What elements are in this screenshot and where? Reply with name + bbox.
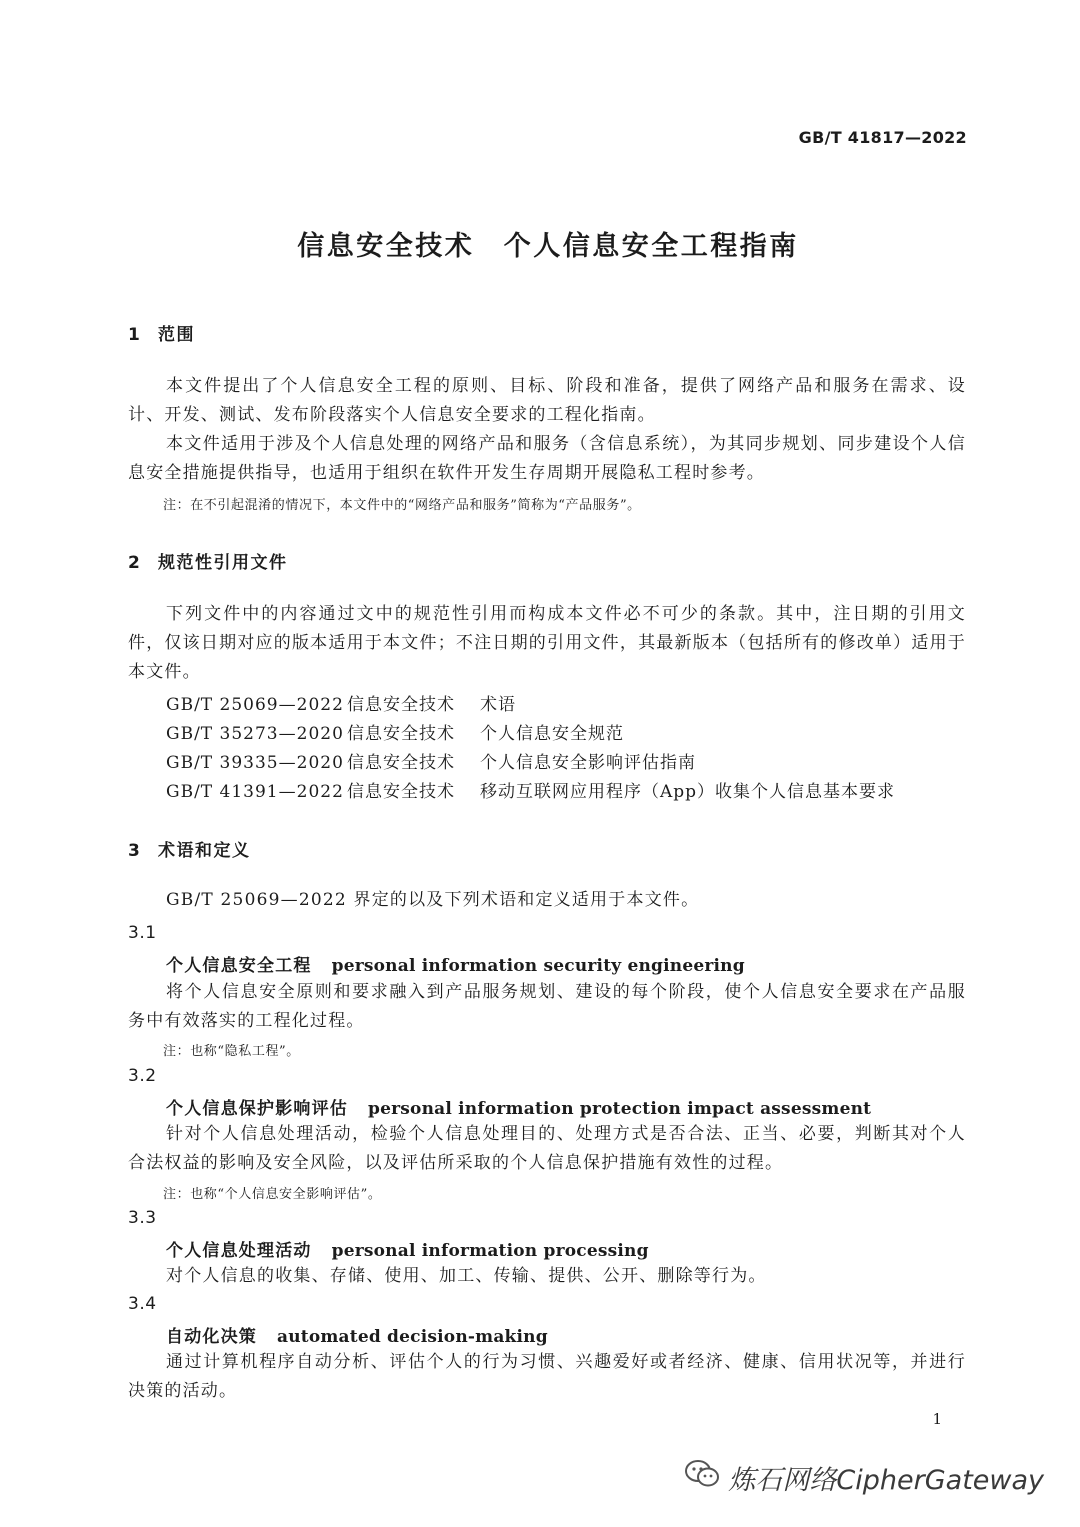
term-note: 注：也称“个人信息安全影响评估”。 <box>163 1187 382 1202</box>
clause-number: 3.4 <box>128 1294 157 1314</box>
section-2-heading: 2 规范性引用文件 <box>128 553 288 573</box>
standard-code: GB/T 41817—2022 <box>798 128 967 147</box>
clause-number: 3.1 <box>128 923 157 943</box>
reference-row: GB/T 41391—2022 信息安全技术 移动互联网应用程序（App）收集个人信息基本要求 <box>166 782 896 802</box>
reference-row: GB/T 35273—2020 信息安全技术 个人信息安全规范 <box>166 724 624 744</box>
watermark-text: 炼石网络CipherGateway <box>728 1465 1044 1496</box>
section-1-paragraph-2: 本文件适用于涉及个人信息处理的网络产品和服务（含信息系统），为其同步规划、同步建设个人信息安全措施提供指导，也适用于组织在软件开发生存周期开展隐私工程时参考。 <box>128 434 966 483</box>
term-heading: 个人信息保护影响评估 personal information protection impact assessment <box>166 1099 872 1119</box>
section-3-intro: GB/T 25069—2022 界定的以及下列术语和定义适用于本文件。 <box>166 890 700 910</box>
section-1-note: 注：在不引起混淆的情况下，本文件中的“网络产品和服务”简称为“产品服务”。 <box>163 498 641 513</box>
term-note: 注：也称“隐私工程”。 <box>163 1044 300 1059</box>
term-definition: 将个人信息安全原则和要求融入到产品服务规划、建设的每个阶段，使个人信息安全要求在产品服务中有效落实的工程化过程。 <box>128 982 966 1031</box>
term-definition: 对个人信息的收集、存储、使用、加工、传输、提供、公开、删除等行为。 <box>166 1266 767 1286</box>
section-1-paragraph-1: 本文件提出了个人信息安全工程的原则、目标、阶段和准备，提供了网络产品和服务在需求、设计、开发、测试、发布阶段落实个人信息安全要求的工程化指南。 <box>128 376 966 425</box>
term-definition: 针对个人信息处理活动，检验个人信息处理目的、处理方式是否合法、正当、必要，判断其对个人合法权益的影响及安全风险，以及评估所采取的个人信息保护措施有效性的过程。 <box>128 1124 966 1173</box>
reference-row: GB/T 39335—2020 信息安全技术 个人信息安全影响评估指南 <box>166 753 696 773</box>
watermark <box>684 1458 1044 1497</box>
term-heading: 个人信息处理活动 personal information processing <box>166 1241 649 1261</box>
term-heading: 个人信息安全工程 personal information security engineering <box>166 956 745 976</box>
term-definition: 通过计算机程序自动分析、评估个人的行为习惯、兴趣爱好或者经济、健康、信用状况等，并进行决策的活动。 <box>128 1352 966 1401</box>
section-2-paragraph: 下列文件中的内容通过文中的规范性引用而构成本文件必不可少的条款。其中，注日期的引用文件，仅该日期对应的版本适用于本文件；不注日期的引用文件，其最新版本（包括所有的修改单）适用于本文件。 <box>128 604 966 682</box>
document-title: 信息安全技术 个人信息安全工程指南 <box>297 231 799 262</box>
page-number: 1 <box>932 1410 942 1428</box>
section-3-heading: 3 术语和定义 <box>128 841 251 861</box>
section-1-heading: 1 范围 <box>128 325 195 345</box>
term-heading: 自动化决策 automated decision-making <box>166 1327 548 1347</box>
wechat-icon <box>684 1459 720 1496</box>
reference-row: GB/T 25069—2022 信息安全技术 术语 <box>166 695 516 715</box>
clause-number: 3.2 <box>128 1066 157 1086</box>
clause-number: 3.3 <box>128 1208 157 1228</box>
